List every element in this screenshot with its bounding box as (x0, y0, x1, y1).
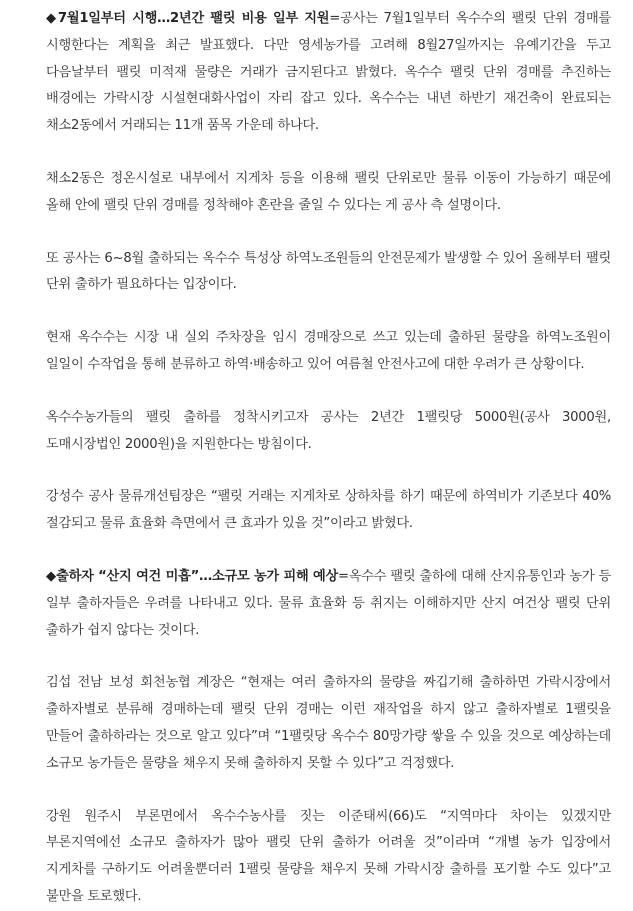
paragraph-text: 옥수수농가들의 팰릿 출하를 정착시키고자 공사는 2년간 1팰릿당 5000원(공사 3000원, 도매시장법인 2000원)을 지원한다는 방침이다. (46, 409, 611, 452)
paragraph-6 (46, 484, 611, 538)
paragraph-text: 채소2동은 정온시설로 내부에서 지게차 등을 이용해 팰릿 단위로만 물류 이동이 가능하기 때문에 올해 안에 팰릿 단위 경매를 정착해야 혼란을 줄일 수 있다는 게 공사 측 설명이다. (46, 170, 611, 213)
paragraph-9 (46, 804, 611, 911)
section-heading-shipper-concerns: ◆출하자 “산지 여건 미흡”…소규모 농가 피해 예상 (46, 568, 338, 584)
paragraph-8 (46, 670, 611, 777)
paragraph-text: 강성수 공사 물류개선팀장은 “팰릿 거래는 지게차로 상하차를 하기 때문에 하역비가 기존보다 40% 절감되고 물류 효율화 측면에서 큰 효과가 있을 것”이라고 밝혔다. (46, 489, 611, 532)
paragraph-4 (46, 325, 611, 379)
paragraph-text: 강원 원주시 부론면에서 옥수수농사를 짓는 이준태씨(66)도 “지역마다 차이는 있겠지만 부론지역에선 소규모 출하자가 많아 팰릿 단위 출하가 어려울 것”이라며 “개별 농가 입장에서 지게차를 구하기도 어려울뿐더러 1팰릿 물량을 채우지 못해 가락시장 출하를 포기할 수도 있다”고 불만을 토로했다. (46, 808, 611, 904)
section-heading-pallet-support: ◆7월1일부터 시행…2년간 팰릿 비용 일부 지원 (46, 11, 330, 26)
paragraph-text: =공사는 7월1일부터 옥수수의 팰릿 단위 경매를 시행한다는 계획을 최근 발표했다. 다만 영세농가를 고려해 8월27일까지는 유예기간을 두고 다음날부터 팰릿 미적재 물량은 거래가 금지된다고 밝혔다. 옥수수 팰릿 단위 경매를 추진하는 배경에는 가락시장 시설현대화사업이 자리 잡고 있다. 옥수수는 내년 하반기 재건축이 완료되는 채소2동에서 거래되는 11개 품목 가운데 하나다. (46, 11, 612, 134)
paragraph-3 (46, 246, 611, 300)
paragraph-1 (46, 6, 611, 140)
paragraph-text: =옥수수 팰릿 출하에 대해 산지유통인과 농가 등 일부 출하자들은 우려를 나타내고 있다. 물류 효율화 등 취지는 이해하지만 산지 여건상 팰릿 단위 출하가 쉽지 않다는 것이다. (46, 568, 612, 638)
paragraph-7 (46, 564, 611, 644)
paragraph-text: 김섭 전남 보성 회천농협 계장은 “현재는 여러 출하자의 물량을 짜깁기해 출하하면 가락시장에서 출하자별로 분류해 경매하는데 팰릿 단위 경매는 이런 재작업을 하지 않고 출하자별로 1팰릿을 만들어 출하하라는 것으로 알고 있다”며 “1팰릿당 옥수수 80망가량 쌓을 수 있을 것으로 예상하는데 소규모 농가들은 물량을 채우지 못해 출하하지 못할 수 있다”고 걱정했다. (46, 675, 611, 771)
paragraph-5 (46, 405, 611, 459)
paragraph-text: 또 공사는 6~8월 출하되는 옥수수 특성상 하역노조원들의 안전문제가 발생할 수 있어 올해부터 팰릿 단위 출하가 필요하다는 입장이다. (46, 250, 611, 293)
paragraph-text: 현재 옥수수는 시장 내 실외 주차장을 임시 경매장으로 쓰고 있는데 출하된 물량을 하역노조원이 일일이 수작업을 통해 분류하고 하역·배송하고 있어 여름철 안전사고에 대한 우려가 큰 상황이다. (46, 330, 611, 372)
paragraph-2 (46, 166, 611, 220)
